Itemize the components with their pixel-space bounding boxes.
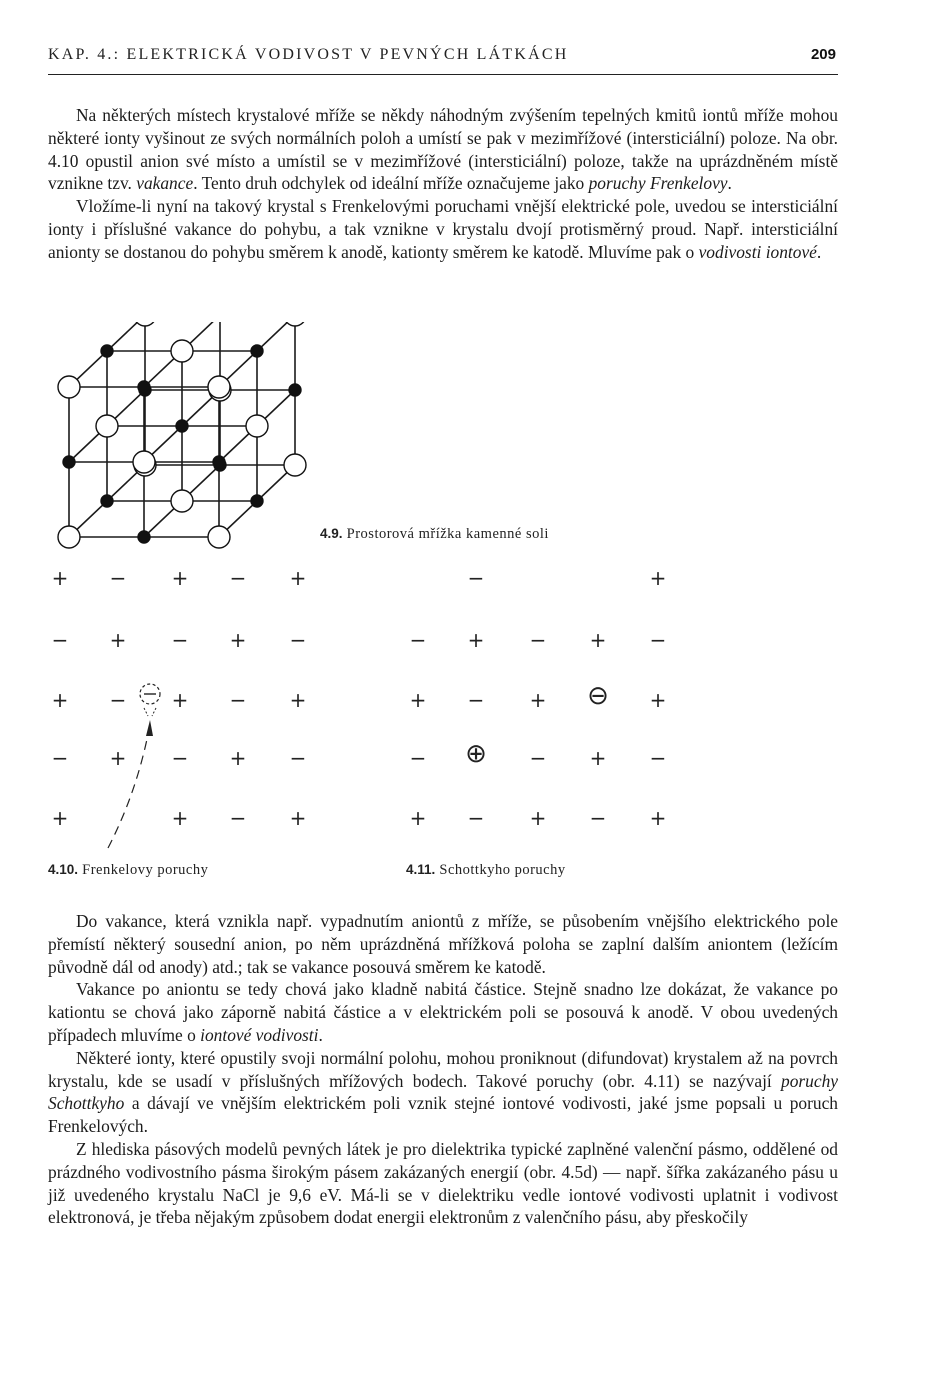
charge-sign: +	[229, 746, 247, 770]
charge-sign: +	[171, 566, 189, 590]
chloride-ion	[133, 451, 155, 473]
charge-sign: +	[529, 806, 547, 830]
charge-sign: +	[51, 566, 69, 590]
charge-sign: −	[51, 746, 69, 770]
charge-sign: −	[171, 746, 189, 770]
paragraph	[48, 978, 838, 1046]
figure-4-9-caption: 4.9. Prostorová mřížka kamenné soli	[320, 526, 549, 542]
charge-sign: −	[467, 566, 485, 590]
charge-sign: +	[289, 566, 307, 590]
charge-sign: +	[289, 806, 307, 830]
text-run: .	[727, 173, 732, 194]
charge-sign: +	[649, 566, 667, 590]
sodium-ion	[138, 531, 150, 543]
page-number: 209	[810, 46, 836, 63]
chloride-ion	[171, 340, 193, 362]
chloride-ion	[58, 526, 80, 548]
sodium-ion	[251, 495, 263, 507]
charge-sign: +	[51, 806, 69, 830]
charge-sign: −	[171, 628, 189, 652]
sodium-ion	[176, 420, 188, 432]
charge-sign: −	[109, 688, 127, 712]
chloride-ion	[171, 490, 193, 512]
charge-sign: −	[649, 746, 667, 770]
charge-sign: +	[467, 628, 485, 652]
charge-sign: +	[289, 688, 307, 712]
charge-sign: −	[467, 806, 485, 830]
charge-sign: −	[51, 628, 69, 652]
chloride-ion	[134, 322, 156, 326]
chloride-ion	[208, 376, 230, 398]
paragraph	[48, 1047, 838, 1138]
sodium-ion	[138, 381, 150, 393]
emphasized-term: poruchy Frenkelovy	[588, 173, 728, 194]
figure-4-11-caption: 4.11. Schottkyho poruchy	[406, 862, 566, 878]
charge-sign: −	[109, 566, 127, 590]
charge-sign: +	[589, 628, 607, 652]
charge-sign: +	[529, 688, 547, 712]
charge-sign: −	[649, 628, 667, 652]
text-run: Některé ionty, které opustily svoji normální polohu, mohou proniknout (difundovat) krystalem až na povrch krystalu, kde se usadí v příslušných mřížových bodech. Takové poruchy (obr. 4.11) se nazývají	[48, 1047, 838, 1091]
text-run: Vakance po aniontu se tedy chová jako kladně nabitá částice. Stejně snadno lze dokázat, že vakance po kationtu se chová jako záporně nabitá částice a v elektrickém poli se posouvá k anodě. V obou uvedených případech mluvíme o	[48, 979, 838, 1045]
charge-sign: −	[467, 688, 485, 712]
sodium-ion	[251, 345, 263, 357]
sodium-ion	[101, 495, 113, 507]
chloride-ion	[284, 454, 306, 476]
paragraph	[48, 195, 838, 263]
charge-sign: −	[409, 746, 427, 770]
paragraph	[48, 1138, 838, 1229]
sodium-ion	[213, 456, 225, 468]
charge-sign: ⊕	[465, 739, 487, 769]
charge-sign: +	[409, 688, 427, 712]
charge-sign: +	[109, 628, 127, 652]
charge-sign: +	[229, 628, 247, 652]
text-run: Vložíme-li nyní na takový krystal s Frenkelovými poruchami vnější elektrické pole, uvedou se intersticiální ionty i příslušné vakance do pohybu, a tak vznikne v krystalu dvojí protisměrný proud. Např. intersticiální anionty se dostanou do pohybu směrem k anodě, kationty směrem ke katodě. Mluvíme pak o	[48, 196, 838, 262]
text-run: . Tento druh odchylek od ideální mříže označujeme jako	[193, 173, 589, 194]
charge-sign: +	[109, 746, 127, 770]
charge-sign: +	[409, 806, 427, 830]
charge-sign: +	[649, 688, 667, 712]
charge-sign: −	[229, 566, 247, 590]
page-header	[48, 44, 838, 75]
chloride-ion	[208, 526, 230, 548]
text-run: Na některých místech krystalové mříže se někdy náhodným zvýšením tepelných kmitů iontů mříže mohou některé ionty vyšinout ze svých normálních poloh a umístí se pak v mezimřížové (intersticiální) poloze. Na obr. 4.10 opustil anion své místo a umístil se v mezimřížové (intersticiální) poloze, takže na uprázdněném místě vznikne tzv.	[48, 105, 838, 194]
text-run: .	[318, 1024, 323, 1045]
text-run: Do vakance, která vznikla např. vypadnutím aniontů z mříže, se působením vnějšího elektrického pole přemístí některý sousední anion, po něm uprázdněná mřížková poloha se zaplní dalším aniontem (ležícím původně dál od anody) atd.; tak se vakance posouvá směrem ke katodě.	[48, 911, 838, 977]
charge-sign: ⊖	[587, 681, 609, 711]
charge-sign: −	[529, 746, 547, 770]
running-head: KAP. 4.: ELEKTRICKÁ VODIVOST V PEVNÝCH LÁTKÁCH	[48, 46, 569, 63]
text-block-top	[48, 104, 838, 264]
emphasized-term: poruchy Schottkyho	[48, 1070, 838, 1114]
text-run: a dávají ve vnějším elektrickém poli vznik stejné iontové vodivosti, jaké jsme popsali u poruch Frenkelových.	[48, 1093, 838, 1137]
emphasized-term: iontové vodivosti	[200, 1024, 319, 1045]
sodium-ion	[101, 345, 113, 357]
chloride-ion	[246, 415, 268, 437]
chloride-ion	[58, 376, 80, 398]
charge-sign: −	[289, 746, 307, 770]
charge-sign: −	[409, 628, 427, 652]
emphasized-term: vakance	[136, 173, 194, 194]
text-run: Z hlediska pásových modelů pevných látek je pro dielektrika typické zaplněné valenční pásmo, oddělené od prázdného vodivostního pásma širokým pásem zakázaných energií (obr. 4.5d) — např. šířka zakázaného pásu u již uvedeného krystalu NaCl je 9,6 eV. Má-li se v dielektriku vedle iontové vodivosti uplatnit i vodivost elektronová, je třeba nějakým způsobem dodat energii elektronům z valenčního pásu, aby přeskočily	[48, 1138, 838, 1228]
text-block-bottom	[48, 910, 838, 1229]
charge-sign: −	[589, 806, 607, 830]
charge-sign: +	[51, 688, 69, 712]
charge-sign: +	[171, 688, 189, 712]
charge-sign: −	[229, 806, 247, 830]
sodium-ion	[289, 384, 301, 396]
charge-sign: −	[289, 628, 307, 652]
charge-sign: +	[589, 746, 607, 770]
frenkel-defect-arrow	[100, 680, 180, 855]
charge-sign: −	[529, 628, 547, 652]
emphasized-term: vodivosti iontové	[698, 241, 817, 262]
figure-4-10-caption: 4.10. Frenkelovy poruchy	[48, 862, 209, 878]
chloride-ion	[96, 415, 118, 437]
nacl-lattice-figure	[44, 322, 314, 552]
chloride-ion	[284, 322, 306, 326]
charge-sign: +	[171, 806, 189, 830]
charge-sign: +	[649, 806, 667, 830]
sodium-ion	[63, 456, 75, 468]
charge-sign: −	[229, 688, 247, 712]
text-run: .	[816, 241, 822, 262]
paragraph	[48, 910, 838, 978]
paragraph	[48, 104, 838, 195]
